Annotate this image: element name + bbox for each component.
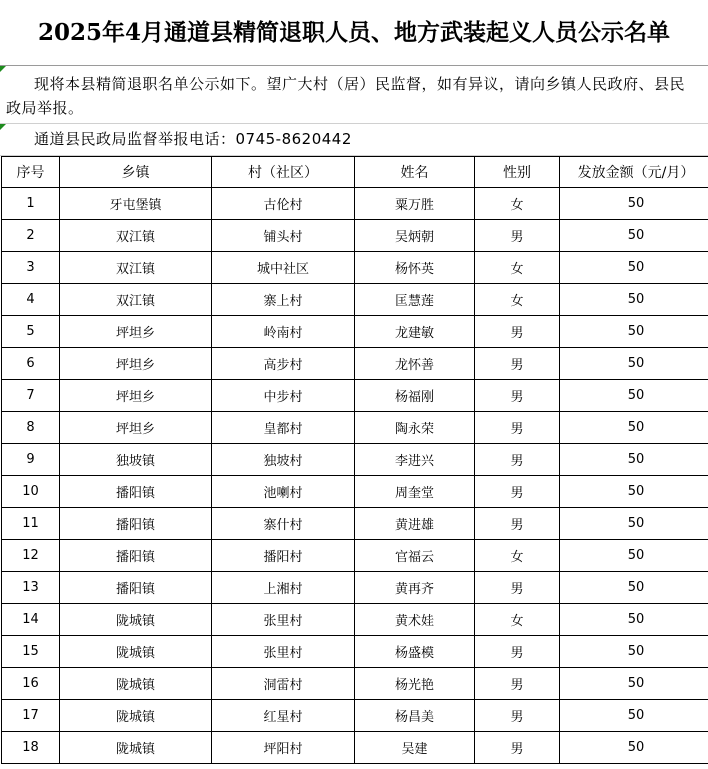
cell-town[interactable]: 陇城镇 (60, 700, 212, 732)
table-header-row (2, 157, 708, 188)
cell-amount[interactable]: 50 (560, 380, 708, 412)
cell-amount[interactable]: 50 (560, 604, 708, 636)
cell-name[interactable]: 匡慧莲 (355, 284, 475, 316)
table-row (2, 412, 708, 444)
table-row (2, 476, 708, 508)
cell-village[interactable]: 岭南村 (212, 316, 355, 348)
cell-name[interactable]: 龙建敏 (355, 316, 475, 348)
table-row (2, 668, 708, 700)
cell-comment-marker (0, 124, 6, 130)
cell-amount[interactable]: 50 (560, 444, 708, 476)
cell-gender[interactable]: 男 (475, 732, 560, 764)
cell-seq[interactable]: 2 (2, 220, 60, 252)
table-row (2, 732, 708, 764)
cell-name[interactable]: 黄术娃 (355, 604, 475, 636)
table-row (2, 572, 708, 604)
cell-amount[interactable]: 50 (560, 508, 708, 540)
cell-village[interactable]: 红星村 (212, 700, 355, 732)
table-row (2, 220, 708, 252)
cell-village[interactable]: 古伦村 (212, 188, 355, 220)
cell-seq[interactable]: 10 (2, 476, 60, 508)
cell-seq[interactable]: 5 (2, 316, 60, 348)
cell-name[interactable]: 黄再齐 (355, 572, 475, 604)
cell-seq[interactable]: 6 (2, 348, 60, 380)
cell-gender[interactable]: 男 (475, 508, 560, 540)
cell-seq[interactable]: 16 (2, 668, 60, 700)
cell-name[interactable]: 周奎堂 (355, 476, 475, 508)
cell-amount[interactable]: 50 (560, 636, 708, 668)
header-village[interactable]: 村（社区） (212, 157, 355, 188)
cell-name[interactable]: 陶永荣 (355, 412, 475, 444)
cell-name[interactable]: 粟万胜 (355, 188, 475, 220)
table-row (2, 604, 708, 636)
cell-village[interactable]: 寨上村 (212, 284, 355, 316)
cell-amount[interactable]: 50 (560, 220, 708, 252)
cell-town[interactable]: 陇城镇 (60, 668, 212, 700)
cell-village[interactable]: 张里村 (212, 636, 355, 668)
cell-amount[interactable]: 50 (560, 476, 708, 508)
cell-gender[interactable]: 男 (475, 636, 560, 668)
cell-town[interactable]: 双江镇 (60, 252, 212, 284)
cell-gender[interactable]: 女 (475, 284, 560, 316)
cell-village[interactable]: 寨什村 (212, 508, 355, 540)
cell-amount[interactable]: 50 (560, 700, 708, 732)
cell-seq[interactable]: 15 (2, 636, 60, 668)
table-row (2, 380, 708, 412)
cell-village[interactable]: 池喇村 (212, 476, 355, 508)
cell-gender[interactable]: 男 (475, 348, 560, 380)
cell-amount[interactable]: 50 (560, 316, 708, 348)
table-row (2, 348, 708, 380)
header-name[interactable]: 姓名 (355, 157, 475, 188)
cell-gender[interactable]: 男 (475, 572, 560, 604)
table-row (2, 508, 708, 540)
cell-seq[interactable]: 3 (2, 252, 60, 284)
cell-amount[interactable]: 50 (560, 188, 708, 220)
cell-town[interactable]: 陇城镇 (60, 732, 212, 764)
table-row (2, 284, 708, 316)
cell-amount[interactable]: 50 (560, 252, 708, 284)
cell-seq[interactable]: 7 (2, 380, 60, 412)
cell-seq[interactable]: 11 (2, 508, 60, 540)
cell-town[interactable]: 播阳镇 (60, 572, 212, 604)
cell-amount[interactable]: 50 (560, 668, 708, 700)
table-row (2, 252, 708, 284)
cell-seq[interactable]: 18 (2, 732, 60, 764)
cell-gender[interactable]: 男 (475, 316, 560, 348)
cell-seq[interactable]: 8 (2, 412, 60, 444)
cell-name[interactable]: 杨盛模 (355, 636, 475, 668)
cell-gender[interactable]: 女 (475, 188, 560, 220)
cell-village[interactable]: 城中社区 (212, 252, 355, 284)
cell-amount[interactable]: 50 (560, 572, 708, 604)
cell-seq[interactable]: 1 (2, 188, 60, 220)
table-row (2, 188, 708, 220)
table-row (2, 636, 708, 668)
cell-village[interactable]: 洞雷村 (212, 668, 355, 700)
cell-name[interactable]: 龙怀善 (355, 348, 475, 380)
cell-gender[interactable]: 男 (475, 412, 560, 444)
cell-amount[interactable]: 50 (560, 348, 708, 380)
cell-village[interactable]: 高步村 (212, 348, 355, 380)
cell-name[interactable]: 黄进雄 (355, 508, 475, 540)
cell-gender[interactable]: 男 (475, 476, 560, 508)
page-title[interactable]: 2025年4月通道县精简退职人员、地方武装起义人员公示名单 (0, 0, 708, 66)
cell-village[interactable]: 皇都村 (212, 412, 355, 444)
cell-gender[interactable]: 女 (475, 540, 560, 572)
cell-amount[interactable]: 50 (560, 412, 708, 444)
header-seq[interactable]: 序号 (2, 157, 60, 188)
cell-town[interactable]: 双江镇 (60, 220, 212, 252)
cell-town[interactable]: 陇城镇 (60, 604, 212, 636)
cell-amount[interactable]: 50 (560, 732, 708, 764)
cell-village[interactable]: 坪阳村 (212, 732, 355, 764)
table-body (2, 188, 708, 764)
hotline-text[interactable] (0, 124, 708, 156)
header-gender[interactable]: 性别 (475, 157, 560, 188)
notice-text[interactable] (0, 66, 708, 124)
cell-town[interactable]: 播阳镇 (60, 540, 212, 572)
cell-comment-marker (0, 66, 6, 72)
cell-town[interactable]: 牙屯堡镇 (60, 188, 212, 220)
cell-name[interactable]: 杨光艳 (355, 668, 475, 700)
cell-town[interactable]: 播阳镇 (60, 508, 212, 540)
table-row (2, 316, 708, 348)
cell-village[interactable]: 播阳村 (212, 540, 355, 572)
cell-village[interactable]: 上湘村 (212, 572, 355, 604)
cell-name[interactable]: 吴建 (355, 732, 475, 764)
cell-gender[interactable]: 男 (475, 380, 560, 412)
cell-gender[interactable]: 男 (475, 700, 560, 732)
cell-seq[interactable]: 12 (2, 540, 60, 572)
cell-town[interactable]: 坪坦乡 (60, 348, 212, 380)
table-row (2, 540, 708, 572)
cell-gender[interactable]: 男 (475, 668, 560, 700)
cell-town[interactable]: 播阳镇 (60, 476, 212, 508)
notice-content: 现将本县精简退职名单公示如下。望广大村（居）民监督，如有异议，请向乡镇人民政府、县民政局举报。 (6, 75, 686, 117)
cell-village[interactable]: 中步村 (212, 380, 355, 412)
cell-name[interactable]: 吴炳朝 (355, 220, 475, 252)
cell-gender[interactable]: 女 (475, 252, 560, 284)
cell-name[interactable]: 杨福刚 (355, 380, 475, 412)
cell-seq[interactable]: 9 (2, 444, 60, 476)
cell-gender[interactable]: 男 (475, 444, 560, 476)
cell-town[interactable]: 坪坦乡 (60, 412, 212, 444)
cell-name[interactable]: 杨昌美 (355, 700, 475, 732)
cell-town[interactable]: 坪坦乡 (60, 316, 212, 348)
cell-name[interactable]: 李进兴 (355, 444, 475, 476)
cell-seq[interactable]: 13 (2, 572, 60, 604)
cell-seq[interactable]: 4 (2, 284, 60, 316)
cell-town[interactable]: 陇城镇 (60, 636, 212, 668)
cell-amount[interactable]: 50 (560, 540, 708, 572)
cell-amount[interactable]: 50 (560, 284, 708, 316)
cell-village[interactable]: 张里村 (212, 604, 355, 636)
cell-gender[interactable]: 女 (475, 604, 560, 636)
hotline-content: 通道县民政局监督举报电话：0745-8620442 (34, 130, 352, 148)
cell-seq[interactable]: 14 (2, 604, 60, 636)
cell-village[interactable]: 独坡村 (212, 444, 355, 476)
cell-seq[interactable]: 17 (2, 700, 60, 732)
table-row (2, 444, 708, 476)
recipient-table (1, 156, 708, 764)
cell-village[interactable]: 铺头村 (212, 220, 355, 252)
cell-town[interactable]: 坪坦乡 (60, 380, 212, 412)
table-row (2, 700, 708, 732)
cell-town[interactable]: 独坡镇 (60, 444, 212, 476)
cell-name[interactable]: 杨怀英 (355, 252, 475, 284)
cell-name[interactable]: 官福云 (355, 540, 475, 572)
header-town[interactable]: 乡镇 (60, 157, 212, 188)
cell-gender[interactable]: 男 (475, 220, 560, 252)
header-amount[interactable]: 发放金额（元/月） (560, 157, 708, 188)
cell-town[interactable]: 双江镇 (60, 284, 212, 316)
